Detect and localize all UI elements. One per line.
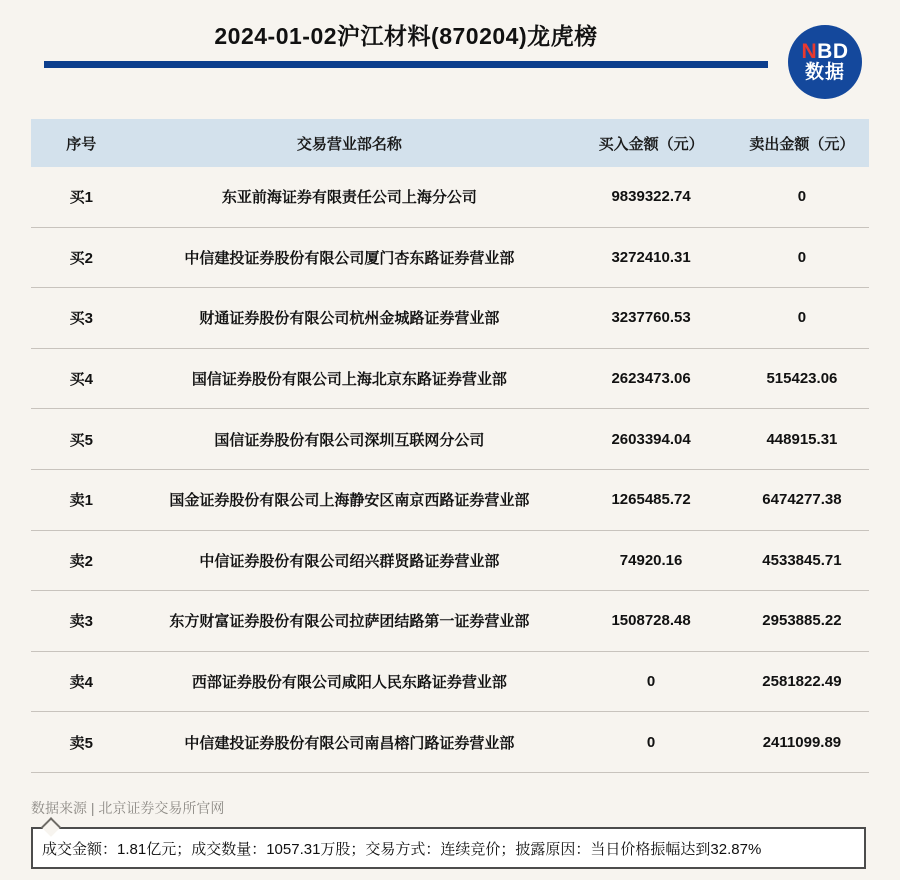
table-row	[31, 712, 869, 773]
callout-caret-icon	[41, 817, 61, 837]
buy-amount-cell: 2623473.06	[611, 370, 691, 388]
seq-cell: 卖2	[69, 552, 93, 570]
buy-amount-cell: 9839322.74	[611, 188, 691, 206]
lhb-table	[31, 119, 869, 773]
sell-amount-cell: 0	[797, 248, 807, 266]
table-row	[31, 652, 869, 713]
table-row	[31, 349, 869, 410]
table-row	[31, 288, 869, 349]
broker-name-cell: 中信建投证券股份有限公司南昌榕门路证券营业部	[184, 734, 515, 752]
broker-name-cell: 东亚前海证券有限责任公司上海分公司	[221, 189, 477, 207]
buy-amount-cell: 74920.16	[619, 551, 683, 569]
sell-amount-cell: 2411099.89	[762, 733, 842, 751]
buy-amount-cell: 3272410.31	[611, 248, 691, 266]
sell-amount-cell: 0	[797, 188, 807, 206]
sell-amount-cell: 6474277.38	[762, 491, 842, 509]
table-row	[31, 228, 869, 289]
table-row	[31, 531, 869, 592]
seq-cell: 买1	[69, 189, 93, 207]
sell-amount-cell: 2581822.49	[762, 673, 842, 691]
column-header-buy: 买入金额（元）	[598, 135, 704, 153]
broker-name-cell: 东方财富证券股份有限公司拉萨团结路第一证券营业部	[169, 613, 530, 631]
sell-amount-cell: 515423.06	[766, 370, 838, 388]
report-header	[44, 21, 768, 68]
sell-amount-cell: 448915.31	[766, 430, 838, 448]
broker-name-cell: 中信建投证券股份有限公司厦门杏东路证券营业部	[184, 249, 515, 267]
broker-name-cell: 中信证券股份有限公司绍兴群贤路证券营业部	[199, 552, 500, 570]
seq-cell: 卖3	[69, 613, 93, 631]
title-underline	[44, 61, 768, 68]
sell-amount-cell: 0	[797, 309, 807, 327]
table-row	[31, 470, 869, 531]
trade-summary-box	[31, 827, 866, 869]
buy-amount-cell: 0	[646, 673, 656, 691]
broker-name-cell: 国信证券股份有限公司上海北京东路证券营业部	[191, 371, 507, 389]
seq-cell: 买2	[69, 249, 93, 267]
seq-cell: 买3	[69, 310, 93, 328]
sell-amount-cell: 2953885.22	[762, 612, 842, 630]
broker-name-cell: 国金证券股份有限公司上海静安区南京西路证券营业部	[169, 492, 530, 510]
trade-summary-text: 成交金额：1.81亿元；成交数量：1057.31万股；交易方式：连续竞价；披露原因：当日价格振幅达到32.87%	[42, 840, 762, 858]
seq-cell: 卖4	[69, 674, 93, 692]
nbd-data-logo	[788, 25, 862, 99]
table-row	[31, 167, 869, 228]
buy-amount-cell: 1508728.48	[611, 612, 691, 630]
seq-cell: 卖1	[69, 492, 93, 510]
buy-amount-cell: 2603394.04	[611, 430, 691, 448]
buy-amount-cell: 3237760.53	[611, 309, 691, 327]
page-title: 2024-01-02沪江材料(870204)龙虎榜	[214, 23, 598, 49]
data-source-text: 数据来源 | 北京证券交易所官网	[31, 800, 225, 816]
broker-name-cell: 西部证券股份有限公司咸阳人民东路证券营业部	[191, 674, 507, 692]
seq-cell: 买5	[69, 431, 93, 449]
sell-amount-cell: 4533845.71	[762, 551, 842, 569]
column-header-seq: 序号	[66, 135, 97, 153]
logo-text-nbd	[801, 41, 848, 63]
broker-name-cell: 国信证券股份有限公司深圳互联网分公司	[214, 431, 485, 449]
table-row	[31, 591, 869, 652]
table-row	[31, 409, 869, 470]
seq-cell: 买4	[69, 371, 93, 389]
logo-letters-bd: BD	[817, 40, 849, 63]
seq-cell: 卖5	[69, 734, 93, 752]
logo-text-shuju: 数据	[804, 62, 845, 84]
column-header-broker: 交易营业部名称	[296, 135, 402, 153]
broker-name-cell: 财通证券股份有限公司杭州金城路证券营业部	[199, 310, 500, 328]
table-header-row	[31, 119, 869, 167]
buy-amount-cell: 1265485.72	[611, 491, 691, 509]
logo-letter-n: N	[801, 40, 818, 63]
buy-amount-cell: 0	[646, 733, 656, 751]
column-header-sell: 卖出金额（元）	[749, 135, 855, 153]
